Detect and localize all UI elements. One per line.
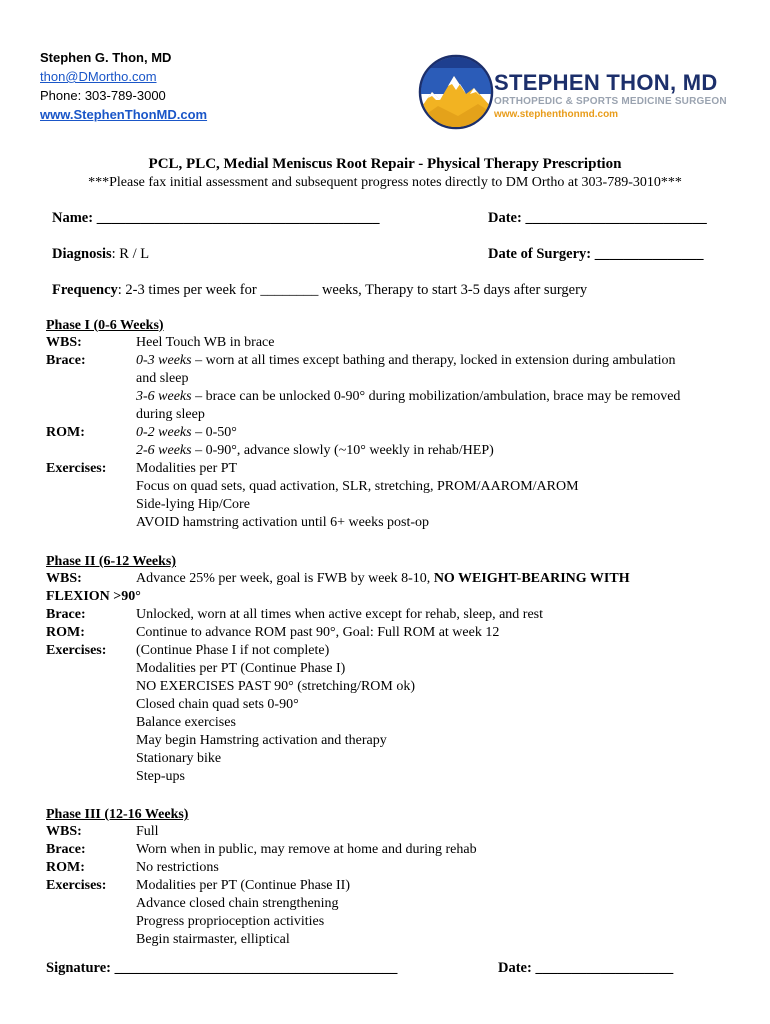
frequency-field[interactable] (52, 282, 587, 299)
date-field[interactable] (488, 210, 707, 227)
name-label: Name: (52, 210, 94, 226)
phase-1-heading: Phase I (0-6 Weeks) (46, 318, 164, 333)
list-item: AVOID hamstring activation until 6+ weeks post-op (136, 515, 430, 530)
list-item: May begin Hamstring activation and therapy (136, 733, 387, 748)
phase-3-brace: Worn when in public, may remove at home and during rehab (136, 842, 477, 857)
phase-2-wbs: Advance 25% per week, goal is FWB by week 8-10, (136, 571, 434, 586)
phase-3-rom: No restrictions (136, 860, 219, 875)
phase-2-brace-label: Brace: (46, 607, 86, 622)
phase-1-rom-text-2: – 0-90°, advance slowly (~10° weekly in rehab/HEP) (191, 443, 494, 458)
phase-2-wbs-label: WBS: (46, 571, 82, 586)
phase-2-exercises-label: Exercises: (46, 643, 107, 658)
phone-number: Phone: 303-789-3000 (40, 88, 166, 103)
surgery-date-label: Date of Surgery: (488, 246, 592, 262)
diagnosis-field[interactable] (52, 246, 149, 263)
phase-1-rom-period-2: 2-6 weeks (136, 443, 192, 458)
list-item: Closed chain quad sets 0-90° (136, 697, 299, 712)
phase-1-brace-text-2: – brace can be unlocked 0-90° during mobilization/ambulation, brace may be removed (191, 389, 681, 404)
list-item: (Continue Phase I if not complete) (136, 643, 330, 658)
list-item: Advance closed chain strengthening (136, 896, 339, 911)
phase-2-section (46, 554, 746, 786)
diagnosis-label: Diagnosis (52, 246, 112, 262)
list-item: Progress proprioception activities (136, 914, 325, 929)
list-item: Step-ups (136, 769, 185, 784)
list-item: Side-lying Hip/Core (136, 497, 250, 512)
list-item: Focus on quad sets, quad activation, SLR, stretching, PROM/AAROM/AROM (136, 479, 579, 494)
phase-2-brace: Unlocked, worn at all times when active except for rehab, sleep, and rest (136, 607, 544, 622)
phase-1-brace-text-1b: and sleep (136, 371, 189, 386)
name-blank: _______________________________________ (96, 210, 380, 226)
phase-3-rom-label: ROM: (46, 860, 85, 875)
fax-notice: ***Please fax initial assessment and subsequent progress notes directly to DM Ortho at 303-789-3010*** (88, 175, 682, 190)
surgery-date-blank: _______________ (594, 246, 704, 262)
phase-2-rom: Continue to advance ROM past 90°, Goal: Full ROM at week 12 (136, 625, 500, 640)
email-link[interactable]: thon@DMortho.com (40, 69, 157, 84)
footer-date-label: Date: (498, 960, 532, 976)
phase-1-wbs: Heel Touch WB in brace (136, 335, 275, 350)
phase-1-brace-text-1: – worn at all times except bathing and therapy, locked in extension during ambulation (191, 353, 676, 368)
logo-subtitle: ORTHOPEDIC & SPORTS MEDICINE SURGEON (494, 96, 727, 107)
signature-blank: _______________________________________ (114, 960, 398, 976)
signature-label: Signature: (46, 960, 111, 976)
mountain-logo-icon (418, 54, 494, 130)
phase-3-exercises-label: Exercises: (46, 878, 107, 893)
phase-3-section (46, 807, 746, 949)
list-item: Modalities per PT (Continue Phase II) (136, 878, 350, 893)
surgery-date-field[interactable] (488, 246, 703, 263)
contact-block (40, 48, 207, 124)
phase-1-brace-label: Brace: (46, 353, 86, 368)
diagnosis-value: : R / L (111, 246, 150, 262)
phase-3-brace-label: Brace: (46, 842, 86, 857)
phase-1-section (46, 318, 746, 532)
logo-url: www.stephenthonmd.com (494, 109, 619, 120)
footer-date-blank: ___________________ (535, 960, 674, 976)
signature-field[interactable] (46, 960, 397, 977)
date-label: Date: (488, 210, 522, 226)
phase-2-wbs-warning-cont: FLEXION >90° (46, 589, 141, 604)
phase-3-wbs: Full (136, 824, 159, 839)
phase-1-brace-period-1: 0-3 weeks (136, 353, 192, 368)
phase-2-heading: Phase II (6-12 Weeks) (46, 554, 177, 569)
frequency-value: : 2-3 times per week for ________ weeks, Therapy to start 3-5 days after surgery (117, 282, 588, 298)
phase-1-brace-period-2: 3-6 weeks (136, 389, 192, 404)
website-link[interactable]: www.StephenThonMD.com (40, 107, 208, 122)
list-item: Modalities per PT (136, 461, 238, 476)
footer-date-field[interactable] (498, 960, 673, 977)
name-field[interactable] (52, 210, 379, 227)
list-item: NO EXERCISES PAST 90° (stretching/ROM ok) (136, 679, 416, 694)
document-title: PCL, PLC, Medial Meniscus Root Repair - Physical Therapy Prescription (148, 156, 622, 172)
phase-1-wbs-label: WBS: (46, 335, 82, 350)
phase-1-brace-text-2b: during sleep (136, 407, 205, 422)
phase-2-rom-label: ROM: (46, 625, 85, 640)
phase-1-rom-label: ROM: (46, 425, 85, 440)
date-blank: _________________________ (525, 210, 707, 226)
phase-3-wbs-label: WBS: (46, 824, 82, 839)
list-item: Balance exercises (136, 715, 236, 730)
frequency-label: Frequency (52, 282, 118, 298)
list-item: Begin stairmaster, elliptical (136, 932, 290, 947)
phase-3-heading: Phase III (12-16 Weeks) (46, 807, 189, 822)
phase-1-rom-text-1: – 0-50° (191, 425, 237, 440)
list-item: Stationary bike (136, 751, 222, 766)
phase-2-wbs-warning: NO WEIGHT-BEARING WITH (433, 571, 630, 586)
logo (418, 54, 748, 132)
doctor-name: Stephen G. Thon, MD (40, 50, 172, 65)
logo-title: STEPHEN THON, MD (494, 70, 718, 95)
list-item: Modalities per PT (Continue Phase I) (136, 661, 346, 676)
phase-1-exercises-label: Exercises: (46, 461, 107, 476)
phase-1-rom-period-1: 0-2 weeks (136, 425, 192, 440)
